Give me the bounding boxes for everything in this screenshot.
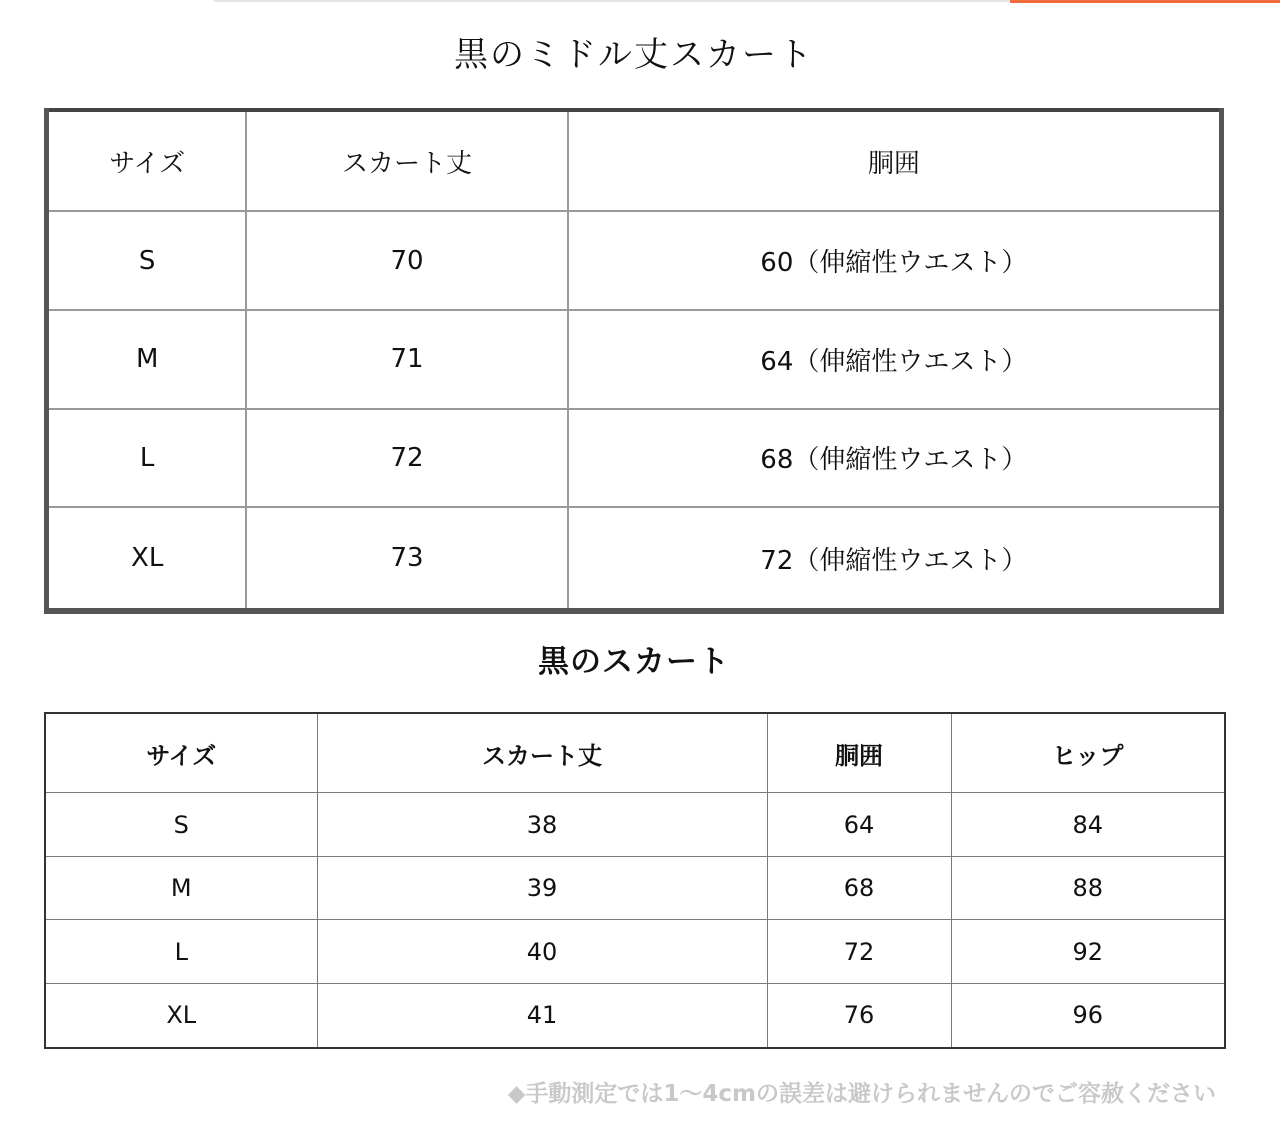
header-waist: 胴囲	[767, 713, 951, 793]
cell-size: XL	[47, 507, 247, 611]
cell-hip: 84	[951, 793, 1225, 856]
cell-waist: 60（伸縮性ウエスト）	[568, 211, 1222, 310]
table-row	[47, 310, 1222, 409]
table-header-row	[47, 110, 1222, 211]
cell-size: M	[45, 856, 317, 919]
table-row	[47, 211, 1222, 310]
cell-size: M	[47, 310, 247, 409]
table-row	[45, 856, 1225, 919]
cell-hip: 88	[951, 856, 1225, 919]
cell-waist: 76	[767, 983, 951, 1048]
cell-skirt-length: 38	[317, 793, 767, 856]
cell-skirt-length: 41	[317, 983, 767, 1048]
skirt-title: 黒のスカート	[538, 644, 730, 680]
cell-size: L	[47, 409, 247, 508]
header-size: サイズ	[47, 110, 247, 211]
header-skirt-length: スカート丈	[246, 110, 567, 211]
table-header-row	[45, 713, 1225, 793]
cell-hip: 96	[951, 983, 1225, 1048]
header-skirt-length: スカート丈	[317, 713, 767, 793]
cell-skirt-length: 71	[246, 310, 567, 409]
cell-skirt-length: 70	[246, 211, 567, 310]
table-row	[45, 983, 1225, 1048]
table-row	[47, 507, 1222, 611]
cell-size: S	[45, 793, 317, 856]
table-row	[45, 920, 1225, 983]
cell-size: S	[47, 211, 247, 310]
midi-skirt-size-table	[44, 108, 1224, 614]
cell-skirt-length: 72	[246, 409, 567, 508]
cell-size: L	[45, 920, 317, 983]
cell-waist: 72	[767, 920, 951, 983]
cell-skirt-length: 40	[317, 920, 767, 983]
midi-skirt-title: 黒のミドル丈スカート	[454, 35, 814, 75]
cell-waist: 68（伸縮性ウエスト）	[568, 409, 1222, 508]
cell-waist: 64（伸縮性ウエスト）	[568, 310, 1222, 409]
table-row	[47, 409, 1222, 508]
top-accent-bar	[1010, 0, 1280, 3]
cell-hip: 92	[951, 920, 1225, 983]
table-row	[45, 793, 1225, 856]
measurement-note: ◆手動測定では1〜4cmの誤差は避けられませんのでご容赦ください	[507, 1081, 1216, 1107]
skirt-size-table	[44, 712, 1226, 1049]
top-divider	[214, 0, 1010, 2]
header-waist: 胴囲	[568, 110, 1222, 211]
cell-skirt-length: 73	[246, 507, 567, 611]
cell-skirt-length: 39	[317, 856, 767, 919]
cell-waist: 72（伸縮性ウエスト）	[568, 507, 1222, 611]
cell-size: XL	[45, 983, 317, 1048]
header-hip: ヒップ	[951, 713, 1225, 793]
cell-waist: 68	[767, 856, 951, 919]
header-size: サイズ	[45, 713, 317, 793]
cell-waist: 64	[767, 793, 951, 856]
